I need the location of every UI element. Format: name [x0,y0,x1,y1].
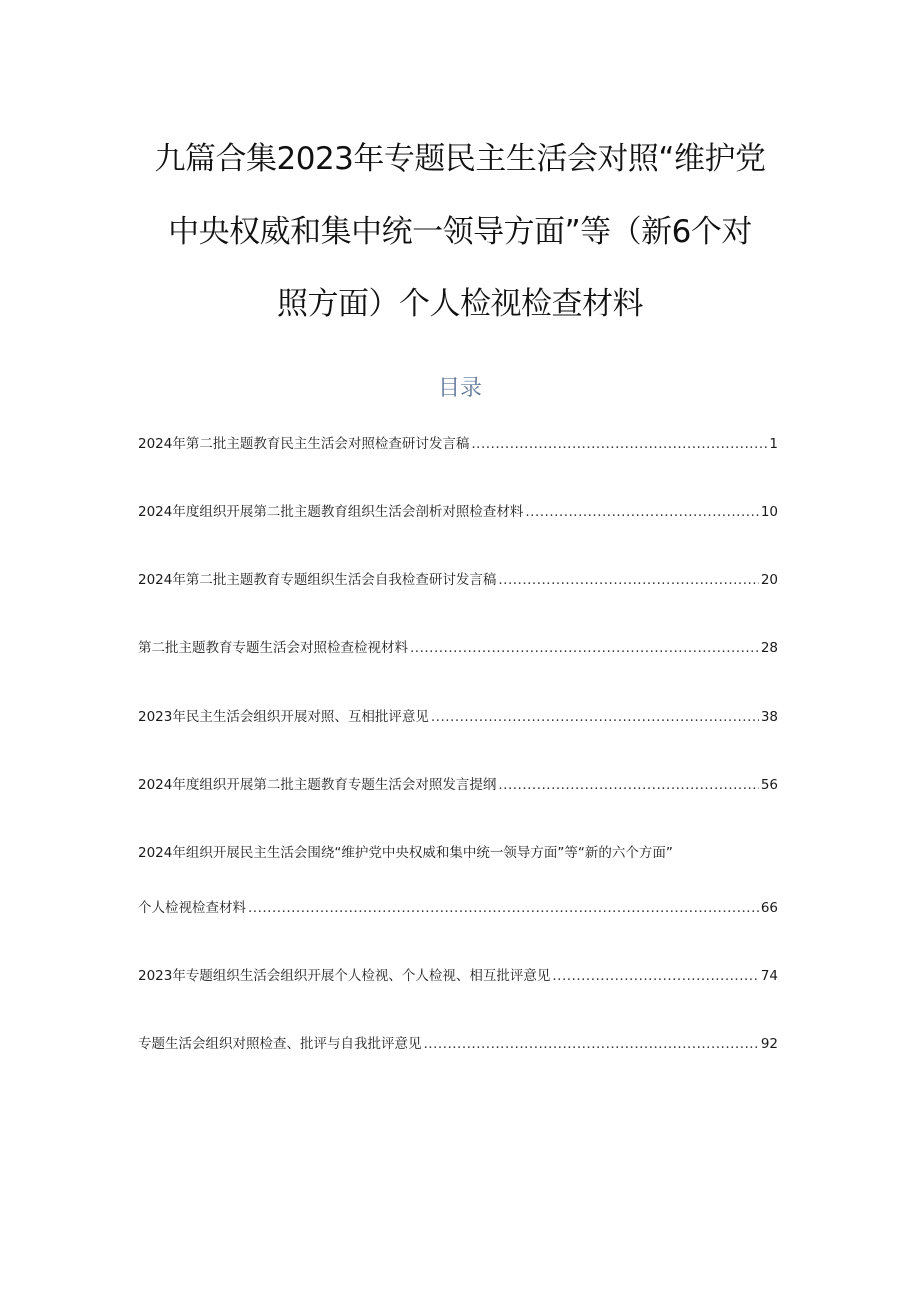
toc-entry[interactable] [138,434,778,454]
document-title-line-2: 中央权威和集中统一领导方面”等（新6个对 [168,214,752,250]
toc-entry-page: 56 [760,777,778,793]
toc-entry-page: 38 [760,709,778,725]
toc-entry-title: 2024年度组织开展第二批主题教育专题生活会对照发言提纲 [138,777,497,793]
toc-entry-page: 20 [760,572,778,588]
toc-entry-page: 1 [769,436,778,452]
toc-dot-leader [498,775,758,795]
toc-entry-title: 2024年第二批主题教育民主生活会对照检查研讨发言稿 [138,436,470,452]
toc-dot-leader [431,707,759,727]
toc-entry[interactable] [138,638,778,658]
toc-entry-title: 个人检视检查材料 [138,900,246,916]
toc-entry-page: 92 [760,1036,778,1052]
toc-entry-title: 第二批主题教育专题生活会对照检查检视材料 [138,640,408,656]
toc-dot-leader [248,898,759,918]
toc-entry-title-line-1[interactable]: 2024年组织开展民主生活会围绕“维护党中央权威和集中统一领导方面”等“新的六个方面” [138,845,673,861]
toc-entry-title: 专题生活会组织对照检查、批评与自我批评意见 [138,1036,422,1052]
toc-entry-page: 74 [760,968,778,984]
toc-heading: 目录 [437,376,482,401]
toc-dot-leader [498,570,758,590]
toc-dot-leader [424,1034,759,1054]
toc-dot-leader [552,966,758,986]
toc-entry[interactable] [138,502,778,522]
toc-entry[interactable] [138,570,778,590]
document-title-line-1: 九篇合集2023年专题民主生活会对照“维护党 [154,141,766,177]
toc-entry-page: 28 [760,640,778,656]
document-title-line-3: 照方面）个人检视检查材料 [277,286,643,322]
toc-dot-leader [525,502,758,522]
toc-entry-page: 10 [760,504,778,520]
toc-entry-page: 66 [760,900,778,916]
toc-entry[interactable] [138,1034,778,1054]
toc-dot-leader [471,434,767,454]
toc-entry[interactable] [138,775,778,795]
toc-entry[interactable] [138,707,778,727]
toc-entry[interactable] [138,966,778,986]
toc-dot-leader [410,638,759,658]
toc-entry-title: 2024年第二批主题教育专题组织生活会自我检查研讨发言稿 [138,572,497,588]
toc-entry-title: 2023年民主生活会组织开展对照、互相批评意见 [138,709,429,725]
toc-entry-title: 2023年专题组织生活会组织开展个人检视、个人检视、相互批评意见 [138,968,551,984]
toc-entry-title: 2024年度组织开展第二批主题教育组织生活会剖析对照检查材料 [138,504,524,520]
toc-entry[interactable] [138,898,778,918]
